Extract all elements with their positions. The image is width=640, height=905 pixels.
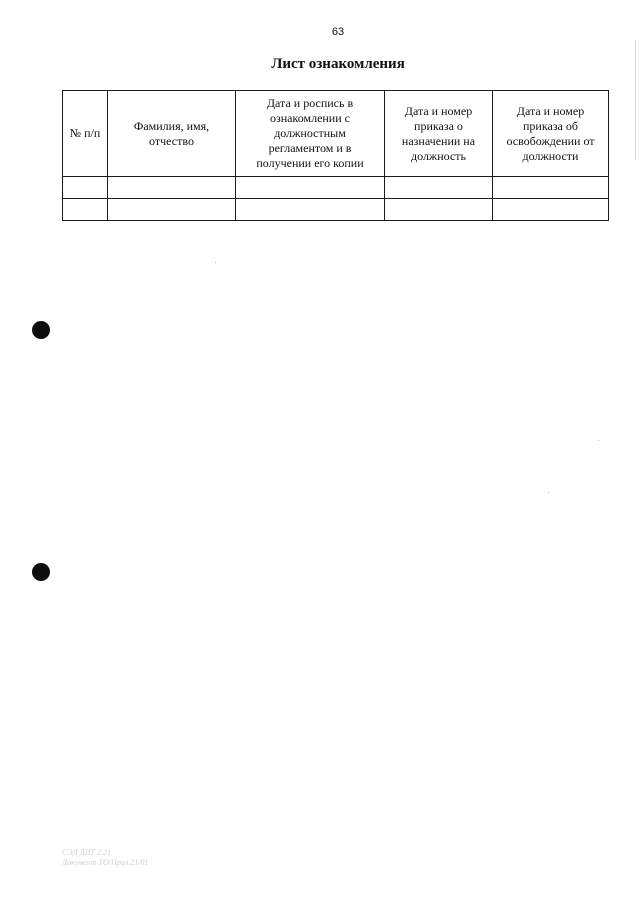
faint-stamp-line: Документ ТО/Прил.21/01 [62,858,149,867]
table-cell [108,177,236,199]
header-full-name: Фамилия, имя, отчество [108,91,236,177]
header-dismissal-order: Дата и номер приказа об освобождении от должности [493,91,609,177]
faint-stamp-line: СЭД ДИТ 2.21 [62,848,111,857]
table-cell [63,199,108,221]
table-cell [108,199,236,221]
scan-speck [598,440,599,441]
table-cell [385,177,493,199]
table-cell [63,177,108,199]
header-appointment-order: Дата и номер приказа о назначении на должность [385,91,493,177]
page-number: 63 [331,26,345,38]
table-header-row [63,91,609,177]
table-cell [493,177,609,199]
scan-edge-line [635,40,636,160]
table-row [63,177,609,199]
table-cell [236,177,385,199]
header-date-signature: Дата и роспись в ознакомлении с должностным регламентом и в получении его копии [236,91,385,177]
table-cell [493,199,609,221]
table-cell [385,199,493,221]
table-cell [236,199,385,221]
scan-speck [215,262,216,263]
table-row [63,199,609,221]
acknowledgement-table [62,90,609,221]
scan-speck [548,492,549,493]
punch-hole-mark [32,321,50,339]
header-number: № п/п [63,91,108,177]
document-title: Лист ознакомления [271,56,405,72]
faint-stamp [62,848,149,868]
punch-hole-mark [32,563,50,581]
